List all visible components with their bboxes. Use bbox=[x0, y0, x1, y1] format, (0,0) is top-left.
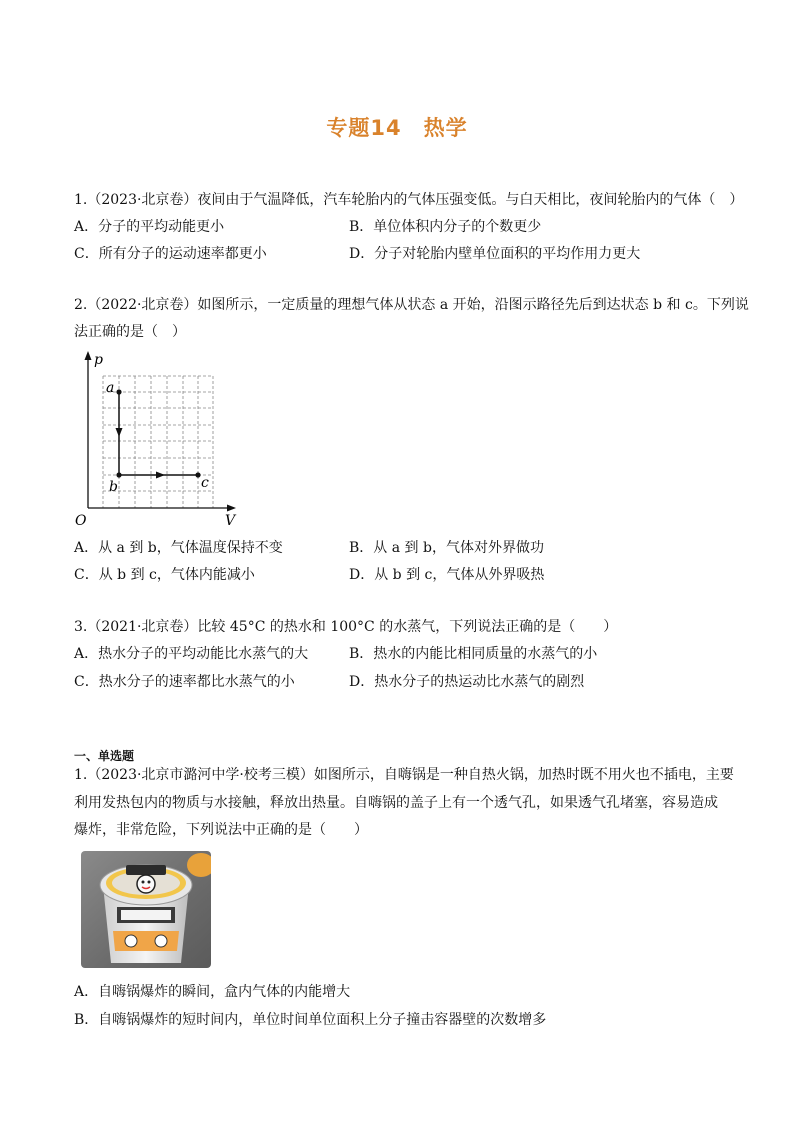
arrow-b-to-c bbox=[156, 472, 165, 479]
q4-stem-line1: 1.（2023·北京市潞河中学·校考三模）如图所示，自嗨锅是一种自热火锅，加热时既不用火也不插电，主要 bbox=[74, 767, 734, 783]
q4-option-b: B．自嗨锅爆炸的短时间内，单位时间单位面积上分子撞击容器壁的次数增多 bbox=[74, 1012, 547, 1028]
q1-option-c: C．所有分子的运动速率都更小 bbox=[74, 246, 267, 262]
q1-option-b: B．单位体积内分子的个数更少 bbox=[349, 219, 542, 235]
state-c-label: c bbox=[201, 475, 209, 491]
q1-option-a: A．分子的平均动能更小 bbox=[74, 219, 225, 235]
q1-stem: 1.（2023·北京卷）夜间由于气温降低，汽车轮胎内的气体压强变低。与白天相比，夜间轮胎内的气体（ ） bbox=[74, 192, 744, 208]
p-axis-arrow bbox=[85, 351, 92, 360]
q2-option-c: C．从 b 到 c，气体内能减小 bbox=[74, 567, 255, 583]
origin-label: O bbox=[75, 513, 87, 529]
p-label: p bbox=[94, 352, 103, 368]
state-b-point bbox=[116, 472, 121, 477]
state-b-label: b bbox=[109, 479, 118, 495]
q4-stem-line3: 爆炸，非常危险，下列说法中正确的是（ ） bbox=[74, 822, 368, 838]
q3-option-b: B．热水的内能比相同质量的水蒸气的小 bbox=[349, 646, 598, 662]
q3-stem: 3.（2021·北京卷）比较 45°C 的热水和 100°C 的水蒸气，下列说法正确的是（ ） bbox=[74, 619, 618, 635]
section-heading: 一、单选题 bbox=[74, 749, 135, 763]
q1-option-d: D．分子对轮胎内壁单位面积的平均作用力更大 bbox=[349, 246, 641, 262]
state-a-point bbox=[116, 389, 121, 394]
q2-stem-line2: 法正确的是（ ） bbox=[74, 324, 186, 340]
v-axis-arrow bbox=[227, 505, 236, 512]
q2-option-b: B．从 a 到 b，气体对外界做功 bbox=[349, 540, 544, 556]
q3-option-d: D．热水分子的热运动比水蒸气的剧烈 bbox=[349, 674, 585, 690]
v-label: V bbox=[225, 513, 236, 529]
q3-option-a: A．热水分子的平均动能比水蒸气的大 bbox=[74, 646, 309, 662]
q2-option-d: D．从 b 到 c，气体从外界吸热 bbox=[349, 567, 545, 583]
page-title: 专题14 热学 bbox=[326, 116, 468, 140]
arrow-a-to-b bbox=[116, 428, 123, 437]
self-heating-hotpot-photo bbox=[81, 851, 211, 968]
state-c-point bbox=[195, 472, 200, 477]
pv-path bbox=[116, 392, 199, 479]
state-a-label: a bbox=[106, 380, 115, 396]
q2-stem-line1: 2.（2022·北京卷）如图所示，一定质量的理想气体从状态 a 开始，沿图示路径先后到达状态 b 和 c。下列说 bbox=[74, 297, 749, 313]
q3-option-c: C．热水分子的速率都比水蒸气的小 bbox=[74, 674, 295, 690]
q4-stem-line2: 利用发热包内的物质与水接触，释放出热量。自嗨锅的盖子上有一个透气孔，如果透气孔堵塞，容易造成 bbox=[74, 795, 718, 811]
q4-option-a: A．自嗨锅爆炸的瞬间，盒内气体的内能增大 bbox=[74, 984, 351, 1000]
q2-option-a: A．从 a 到 b，气体温度保持不变 bbox=[74, 540, 283, 556]
pv-diagram bbox=[70, 348, 245, 530]
